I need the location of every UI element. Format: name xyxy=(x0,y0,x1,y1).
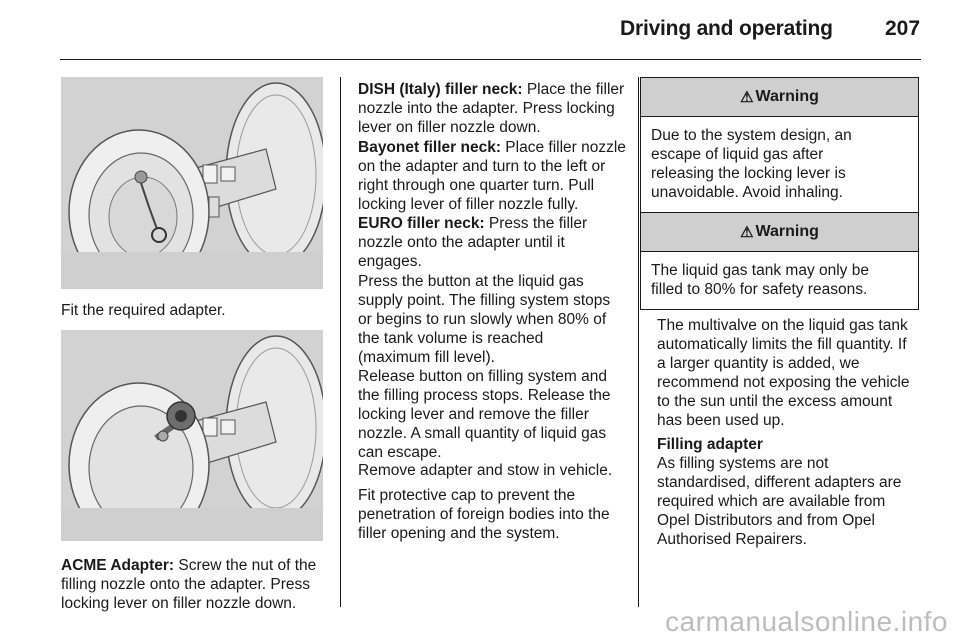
acme-adapter-illustration xyxy=(61,330,323,541)
column-divider-left xyxy=(340,77,341,607)
acme-adapter-paragraph xyxy=(61,556,331,613)
warning-triangle-icon: ⚠ xyxy=(740,89,754,106)
filling-adapter-line-3: required which are available from xyxy=(657,493,886,510)
warning-box-fill-limit xyxy=(640,212,919,310)
bayonet-line-3: right through one quarter turn. Pull xyxy=(358,177,595,194)
multivalve-line-4: recommend not exposing the vehicle xyxy=(657,374,910,391)
filling-adapter-section xyxy=(657,435,927,549)
filling-adapter-line-2: standardised, different adapters are xyxy=(657,474,902,491)
press-line-1: Press the button at the liquid gas xyxy=(358,273,584,290)
press-line-2: supply point. The filling system stops xyxy=(358,292,611,309)
remove-line-1: Remove adapter and stow in vehicle. xyxy=(358,462,613,479)
watermark: carmanualsonline.info xyxy=(665,606,948,637)
warning-title: Warning xyxy=(755,223,819,240)
press-line-5: (maximum fill level). xyxy=(358,349,495,366)
bayonet-line-4: locking lever of filler nozzle fully. xyxy=(358,196,579,213)
acme-label: ACME Adapter: xyxy=(61,557,175,574)
acme-line-2: filling nozzle onto the adapter. Press xyxy=(61,576,311,593)
filling-adapter-line-4: Opel Distributors and from Opel xyxy=(657,512,875,529)
release-line-3: locking lever and remove the filler xyxy=(358,406,589,423)
fit-cap-line-1: Fit protective cap to prevent the xyxy=(358,487,576,504)
multivalve-line-3: a larger quantity is added, we xyxy=(657,355,860,372)
warning-1-line-1: Due to the system design, an xyxy=(651,127,852,144)
acme-line-3: locking lever on filler nozzle down. xyxy=(61,595,297,612)
bayonet-line-2: on the adapter and turn to the left or xyxy=(358,158,606,175)
multivalve-line-5: to the sun until the excess amount xyxy=(657,393,893,410)
warning-body xyxy=(641,252,918,309)
dish-line-2: nozzle into the adapter. Press locking xyxy=(358,100,615,117)
fit-cap-paragraph xyxy=(358,486,633,543)
dish-paragraph xyxy=(358,80,633,137)
dish-line-1: Place the filler xyxy=(522,81,625,98)
remove-paragraph xyxy=(358,461,633,480)
page-number: 207 xyxy=(885,17,921,40)
multivalve-line-2: automatically limits the fill quantity. If xyxy=(657,336,907,353)
column-divider-right xyxy=(638,77,639,607)
bayonet-label: Bayonet filler neck: xyxy=(358,139,501,156)
euro-line-3: engages. xyxy=(358,253,422,270)
filling-adapter-heading: Filling adapter xyxy=(657,436,763,453)
dish-line-3: lever on filler nozzle down. xyxy=(358,119,541,136)
release-line-1: Release button on filling system and xyxy=(358,368,608,385)
press-line-4: the tank volume is reached xyxy=(358,330,544,347)
multivalve-line-1: The multivalve on the liquid gas tank xyxy=(657,317,908,334)
release-paragraph xyxy=(358,367,633,462)
press-line-3: or begins to run slowly when 80% of xyxy=(358,311,607,328)
warning-triangle-icon: ⚠ xyxy=(740,224,754,241)
euro-line-1: Press the filler xyxy=(484,215,588,232)
warning-1-line-3: releasing the locking lever is xyxy=(651,165,846,182)
caption-fit-adapter: Fit the required adapter. xyxy=(61,302,226,319)
warning-header xyxy=(641,213,918,252)
multivalve-paragraph xyxy=(657,316,927,430)
warning-box-gas-escape xyxy=(640,77,919,213)
warning-header xyxy=(641,78,918,117)
fit-cap-line-2: penetration of foreign bodies into the xyxy=(358,506,610,523)
warning-1-line-2: escape of liquid gas after xyxy=(651,146,824,163)
euro-label: EURO filler neck: xyxy=(358,215,485,232)
filling-adapter-line-1: As filling systems are not xyxy=(657,455,829,472)
release-line-5: can escape. xyxy=(358,444,442,461)
warning-2-line-1: The liquid gas tank may only be xyxy=(651,262,869,279)
release-line-2: the filling process stops. Release the xyxy=(358,387,611,404)
filling-adapter-line-5: Authorised Repairers. xyxy=(657,531,807,548)
warning-1-line-4: unavoidable. Avoid inhaling. xyxy=(651,184,843,201)
bayonet-paragraph xyxy=(358,138,633,214)
euro-paragraph xyxy=(358,214,633,271)
warning-body xyxy=(641,117,918,212)
fuel-door-adapter-illustration xyxy=(61,77,323,289)
euro-line-2: nozzle onto the adapter until it xyxy=(358,234,565,251)
warning-title: Warning xyxy=(755,88,819,105)
header-divider xyxy=(60,59,921,60)
release-line-4: nozzle. A small quantity of liquid gas xyxy=(358,425,607,442)
multivalve-line-6: has been used up. xyxy=(657,412,785,429)
warning-2-line-2: filled to 80% for safety reasons. xyxy=(651,281,868,298)
bayonet-line-1: Place filler nozzle xyxy=(501,139,626,156)
section-title: Driving and operating xyxy=(620,17,833,40)
fit-cap-line-3: filler opening and the system. xyxy=(358,525,560,542)
acme-line-1: Screw the nut of the xyxy=(174,557,317,574)
dish-label: DISH (Italy) filler neck: xyxy=(358,81,523,98)
press-button-paragraph xyxy=(358,272,633,367)
